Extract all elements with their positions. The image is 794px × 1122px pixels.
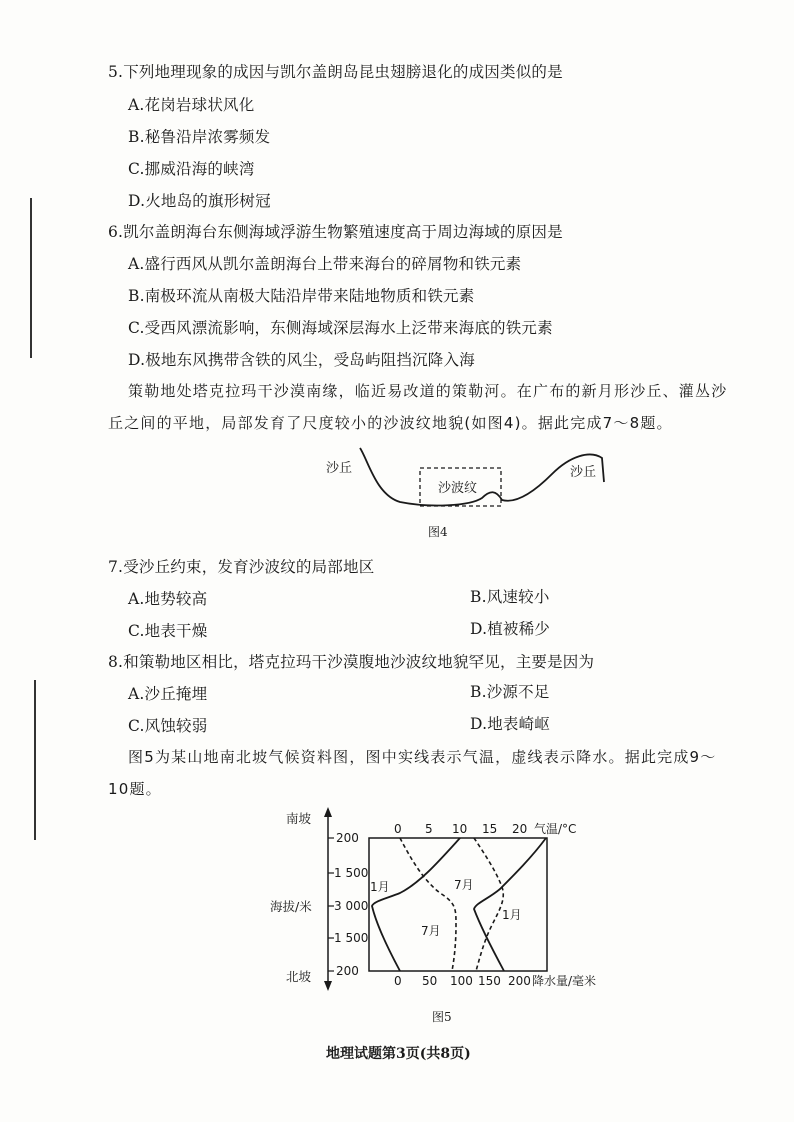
temperature-tick-label: 10 — [452, 822, 468, 836]
question-5-stem: 5.下列地理现象的成因与凯尔盖朗岛昆虫翅膀退化的成因类似的是 — [108, 63, 563, 81]
question-8-option-c: C.风蚀较弱 — [128, 717, 208, 735]
altitude-tick-label: 200 — [336, 831, 359, 845]
precipitation-tick-label: 0 — [394, 974, 402, 988]
figure-4 — [320, 440, 620, 540]
figure-4-caption: 图4 — [428, 525, 448, 539]
figure-4-box-label: 沙波纹 — [438, 481, 478, 496]
precipitation-tick-label: 50 — [422, 974, 438, 988]
question-6-option-b: B.南极环流从南极大陆沿岸带来陆地物质和铁元素 — [128, 287, 475, 305]
question-8-stem: 8.和策勒地区相比，塔克拉玛干沙漠腹地沙波纹地貌罕见，主要是因为 — [108, 653, 595, 671]
figure-4-right-label: 沙丘 — [570, 465, 597, 480]
margin-mark — [34, 680, 36, 840]
question-8-option-a: A.沙丘掩埋 — [128, 685, 208, 703]
jul-temperature-curve — [474, 838, 546, 971]
passage-2-line-2: 10题。 — [108, 780, 162, 798]
question-6-stem: 6.凯尔盖朗海台东侧海域浮游生物繁殖速度高于周边海域的原因是 — [108, 223, 563, 241]
north-slope-label: 北坡 — [286, 969, 312, 984]
question-7-stem: 7.受沙丘约束，发育沙波纹的局部地区 — [108, 558, 375, 576]
passage-1-line-1: 策勒地处塔克拉玛干沙漠南缘，临近易改道的策勒河。在广布的新月形沙丘、灌丛沙 — [128, 382, 728, 400]
question-7-option-c: C.地表干燥 — [128, 622, 208, 640]
altitude-axis-arrow-bottom — [324, 981, 332, 991]
passage-1-line-2: 丘之间的平地，局部发育了尺度较小的沙波纹地貌(如图4)。据此完成7～8题。 — [108, 414, 673, 432]
question-6-option-a: A.盛行西风从凯尔盖朗海台上带来海台的碎屑物和铁元素 — [128, 255, 522, 273]
altitude-tick-label: 1 500 — [334, 931, 369, 945]
question-8-option-b: B.沙源不足 — [470, 683, 550, 701]
page-footer: 地理试题第3页(共8页) — [326, 1046, 471, 1062]
jan-precipitation-label: 1月 — [502, 908, 522, 922]
figure-4-left-label: 沙丘 — [326, 461, 353, 476]
question-7-option-a: A.地势较高 — [128, 590, 208, 608]
jul-temperature-label: 7月 — [454, 878, 474, 892]
question-5-option-b: B.秘鲁沿岸浓雾频发 — [128, 128, 271, 146]
temperature-tick-label: 5 — [425, 822, 433, 836]
altitude-axis-label: 海拔/米 — [270, 899, 312, 914]
altitude-tick-label: 1 500 — [334, 866, 369, 880]
temperature-tick-label: 0 — [394, 822, 402, 836]
figure-5-caption: 图5 — [432, 1010, 452, 1024]
question-5-option-d: D.火地岛的旗形树冠 — [128, 192, 271, 210]
precipitation-axis-label: 降水量/毫米 — [532, 974, 597, 988]
precipitation-tick-label: 100 — [450, 974, 473, 988]
question-8-option-d: D.地表崎岖 — [470, 715, 551, 733]
passage-2-line-1: 图5为某山地南北坡气候资料图，图中实线表示气温，虚线表示降水。据此完成9～ — [128, 748, 717, 766]
precipitation-tick-label: 200 — [508, 974, 531, 988]
temperature-tick-label: 20 — [512, 822, 528, 836]
altitude-tick-label: 200 — [336, 964, 359, 978]
dune-profile-line — [360, 448, 604, 505]
precipitation-tick-label: 150 — [478, 974, 501, 988]
temperature-tick-label: 15 — [482, 822, 498, 836]
jul-precipitation-label: 7月 — [421, 924, 441, 938]
question-6-option-c: C.受西风漂流影响，东侧海域深层海水上泛带来海底的铁元素 — [128, 319, 553, 337]
margin-mark — [30, 198, 32, 358]
plot-frame — [369, 838, 547, 971]
question-5-option-a: A.花岗岩球状风化 — [128, 96, 255, 114]
question-6-option-d: D.极地东风携带含铁的风尘，受岛屿阻挡沉降入海 — [128, 351, 475, 369]
jan-temperature-curve — [372, 838, 460, 971]
altitude-axis-arrow-top — [324, 807, 332, 817]
jan-temperature-label: 1月 — [370, 880, 390, 894]
altitude-tick-label: 3 000 — [334, 899, 369, 913]
temperature-axis-label: 气温/°C — [534, 822, 577, 836]
south-slope-label: 南坡 — [286, 811, 312, 826]
jul-precipitation-curve — [400, 838, 456, 971]
question-7-option-b: B.风速较小 — [470, 588, 550, 606]
question-7-option-d: D.植被稀少 — [470, 620, 551, 638]
figure-5 — [270, 805, 620, 1005]
question-5-option-c: C.挪威沿海的峡湾 — [128, 160, 255, 178]
